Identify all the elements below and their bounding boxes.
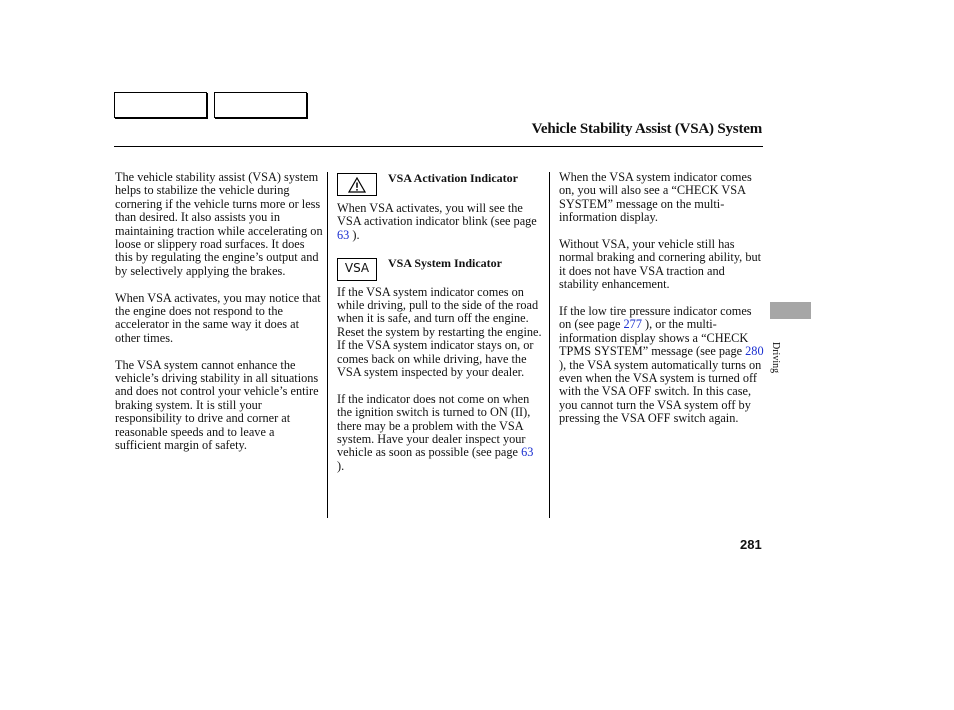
page-link[interactable]: 277 [623, 317, 642, 332]
system-indicator-heading: VSA System Indicator [388, 255, 503, 270]
title-rule [114, 146, 763, 147]
column-1 [115, 171, 323, 466]
column-divider [549, 172, 550, 518]
page-link[interactable]: 280 [745, 344, 764, 359]
column-2 [337, 171, 543, 487]
activation-indicator-row [337, 171, 543, 198]
paragraph: The VSA system cannot enhance the vehicle’s driving stability in all situations and does not control your vehicle’s entire braking system. It is still your responsibility to drive and corner at reasonable speeds and to leave a sufficient margin of safety. [115, 357, 319, 453]
paragraph: If the indicator does not come on when the ignition switch is turned to ON (II), there may be a problem with the VSA system. Have your dealer inspect your vehicle as soon as possible (see page 63 ). [337, 391, 534, 473]
column-divider [327, 172, 328, 518]
page-link[interactable]: 63 [337, 227, 350, 242]
paragraph: Without VSA, your vehicle still has normal braking and cornering ability, but it does not have VSA traction and stability enhancement. [559, 237, 762, 292]
column-3 [559, 171, 765, 439]
page-number: 281 [740, 537, 762, 552]
paragraph: If the VSA system indicator comes on while driving, pull to the side of the road when it is safe, and turn off the engine. Reset the system by restarting the engine. If the VSA system indicator stays on, or comes back on while driving, have the VSA system inspected by your dealer. [337, 284, 542, 380]
system-indicator-row [337, 256, 543, 282]
page-title: Vehicle Stability Assist (VSA) System [531, 121, 762, 137]
paragraph: When the VSA system indicator comes on, you will also see a “CHECK VSA SYSTEM” message on the multi-information display. [559, 170, 752, 225]
paragraph: The vehicle stability assist (VSA) system helps to stabilize the vehicle during cornering if the vehicle turns more or less than desired. It also assists you in maintaining traction while accelerating on loose or slippery road surfaces. It does this by regulating the engine’s output and by selectively applying the brakes. [115, 170, 323, 278]
paragraph: If the low tire pressure indicator comes on (see page 277 ), or the multi-information display shows a “CHECK TPMS SYSTEM” message (see page 280 ), the VSA system automatically turns on even when the VSA system is turned off with the VSA OFF switch. In this case, you cannot turn the VSA system off by pressing the VSA OFF switch again. [559, 304, 764, 426]
paragraph: When VSA activates, you will see the VSA activation indicator blink (see page 63 ). [337, 201, 537, 242]
section-label: Driving [770, 342, 781, 374]
page-link[interactable]: 63 [521, 445, 534, 460]
nav-forward-button[interactable] [214, 92, 307, 118]
vsa-indicator-icon: VSA [337, 258, 377, 281]
activation-indicator-heading: VSA Activation Indicator [388, 171, 519, 185]
warning-triangle-icon [337, 173, 377, 196]
section-tab[interactable] [770, 302, 811, 319]
paragraph: When VSA activates, you may notice that the engine does not respond to the accelerator in the same way it does at other times. [115, 290, 321, 345]
nav-back-button[interactable] [114, 92, 207, 118]
